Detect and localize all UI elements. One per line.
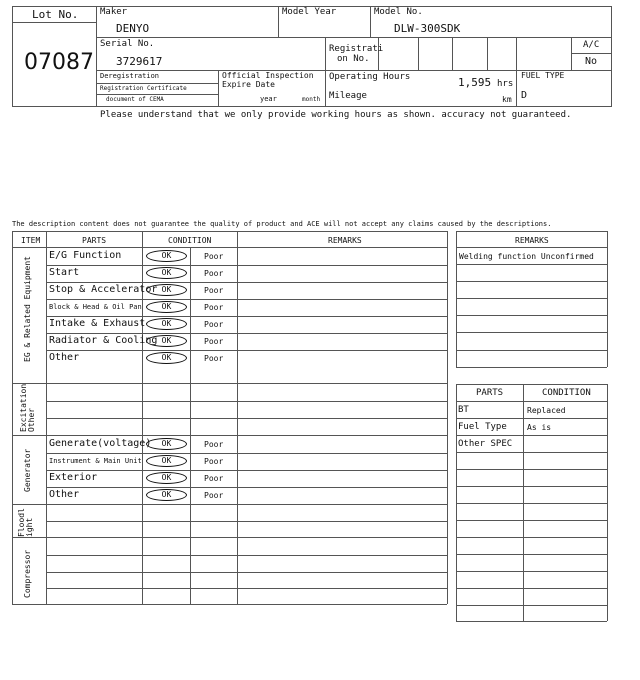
lot-no-label: Lot No. — [32, 8, 79, 21]
mileage-label: Mileage — [329, 91, 367, 101]
condition-ok-circled: OK — [146, 438, 187, 450]
section-label-excitation-other: Excitation Other — [19, 383, 36, 432]
condition-ok-circled: OK — [146, 250, 187, 262]
condition-ok-circled: OK — [146, 318, 187, 330]
part-name: E/G Function — [49, 250, 122, 261]
ac-label: A/C — [583, 40, 600, 50]
condition-ok-circled: OK — [146, 284, 187, 296]
col-remarks-header: REMARKS — [328, 236, 362, 245]
condition-ok-circled: OK — [146, 455, 187, 467]
part-name: Start — [49, 267, 80, 278]
col-parts-header: PARTS — [82, 236, 107, 245]
part-name: Other — [49, 352, 80, 363]
maker-value: DENYO — [116, 22, 150, 35]
official-inspection-label-2: Expire Date — [222, 80, 275, 89]
part-name: Instrument & Main Unit — [49, 457, 142, 465]
part-name: Other — [49, 489, 80, 500]
registration-certificate-label: Registration Certificate — [100, 85, 187, 92]
km-label: km — [502, 95, 512, 104]
fuel-type-value: D — [521, 90, 528, 101]
condition-ok-circled: OK — [146, 301, 187, 313]
year-label: year — [260, 95, 277, 103]
document-of-cema-label: document of CEMA — [106, 96, 164, 103]
condition-poor-option: Poor — [204, 252, 224, 261]
official-inspection-label-1: Official Inspection — [222, 71, 314, 80]
part-name: Generate(voltage) — [49, 438, 152, 449]
parts-panel-col-parts: PARTS — [476, 388, 504, 398]
condition-poor-option: Poor — [204, 337, 224, 346]
remarks-row-1: Welding function Unconfirmed — [459, 252, 594, 261]
section-label-floodlight: Floodl ight — [17, 508, 34, 537]
condition-poor-option: Poor — [204, 440, 224, 449]
serial-no-value: 3729617 — [116, 55, 163, 68]
parts-panel-part-other-spec: Other SPEC — [458, 439, 513, 449]
ac-value: No — [585, 56, 598, 67]
condition-ok-circled: OK — [146, 335, 187, 347]
model-no-label: Model No. — [374, 7, 423, 17]
parts-panel-col-condition: CONDITION — [542, 388, 591, 398]
part-name: Stop & Accelerator — [49, 284, 158, 295]
parts-panel-condition-fuel-type: As is — [527, 423, 552, 432]
working-hours-notice: Please understand that we only provide working hours as shown. accuracy not guaranteed. — [100, 110, 572, 120]
remarks-panel-header: REMARKS — [515, 236, 549, 245]
col-item-header: ITEM — [21, 236, 41, 245]
fuel-type-label: FUEL TYPE — [521, 71, 565, 80]
disclaimer-text: The description content does not guarantee the quality of product and ACE will not accept any claims caused by the descriptions. — [12, 220, 552, 228]
model-year-label: Model Year — [282, 7, 337, 17]
month-label: month — [302, 96, 321, 103]
col-condition-header: CONDITION — [168, 236, 212, 245]
condition-poor-option: Poor — [204, 354, 224, 363]
hrs-label: hrs — [497, 79, 514, 89]
deregistration-label: Deregistration — [100, 72, 160, 80]
part-name: Intake & Exhaust — [49, 318, 146, 329]
part-name: Radiator & Cooling — [49, 335, 158, 346]
section-label-generator: Generator — [23, 448, 32, 492]
maker-label: Maker — [100, 7, 128, 17]
condition-poor-option: Poor — [204, 286, 224, 295]
condition-poor-option: Poor — [204, 320, 224, 329]
condition-poor-option: Poor — [204, 303, 224, 312]
condition-poor-option: Poor — [204, 457, 224, 466]
condition-poor-option: Poor — [204, 491, 224, 500]
operating-hours-label: Operating Hours — [329, 72, 411, 82]
parts-panel-condition-bt: Replaced — [527, 406, 566, 415]
section-label-compressor: Compressor — [23, 549, 32, 598]
part-name: Exterior — [49, 472, 98, 483]
condition-ok-circled: OK — [146, 267, 187, 279]
condition-poor-option: Poor — [204, 269, 224, 278]
model-no-value: DLW-300SDK — [394, 22, 461, 35]
condition-ok-circled: OK — [146, 352, 187, 364]
condition-ok-circled: OK — [146, 489, 187, 501]
section-label-eg-related-equipment: EG & Related Equipment — [23, 256, 32, 362]
parts-panel-part-bt: BT — [458, 405, 469, 415]
operating-hours-value: 1,595 — [458, 76, 492, 89]
part-name: Block & Head & Oil Pan — [49, 303, 142, 311]
parts-panel-part-fuel-type: Fuel Type — [458, 422, 507, 432]
condition-ok-circled: OK — [146, 472, 187, 484]
registration-label-1: Registrati — [329, 44, 384, 54]
serial-no-label: Serial No. — [100, 39, 155, 49]
condition-poor-option: Poor — [204, 474, 224, 483]
lot-no-value: 07087 — [24, 50, 94, 75]
registration-label-2: on No. — [337, 54, 370, 64]
